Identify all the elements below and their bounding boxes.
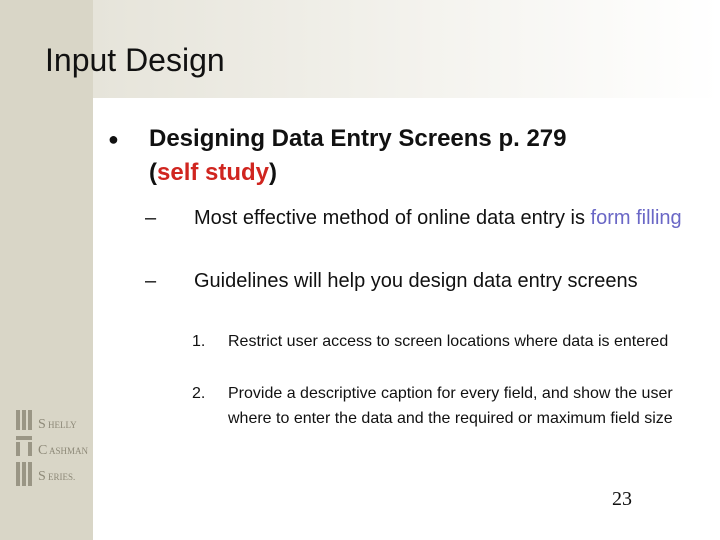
- numbered-item-2-text: Provide a descriptive caption for every field, and show the user where to enter the data and the required or maximum field size: [228, 385, 673, 427]
- svg-text:C: C: [38, 443, 48, 458]
- svg-text:HELLY: HELLY: [48, 420, 77, 430]
- svg-text:S: S: [38, 417, 46, 432]
- bullet-open-paren: (: [149, 159, 157, 186]
- svg-text:S: S: [38, 469, 46, 484]
- page-number: 23: [612, 488, 632, 510]
- bullet-marker: ●: [108, 129, 119, 149]
- numbered-item-number: 1.: [192, 333, 206, 350]
- svg-text:ASHMAN: ASHMAN: [49, 446, 89, 456]
- bullet-close-paren: ): [269, 159, 278, 186]
- main-bullet-text: [149, 122, 669, 190]
- sub-bullet-2-text: Guidelines will help you design data entry screens: [194, 270, 638, 292]
- sub-bullet-marker: –: [145, 270, 157, 292]
- slide-title: Input Design: [45, 42, 225, 78]
- svg-text:ERIES.: ERIES.: [48, 472, 76, 482]
- shelly-cashman-logo: [16, 408, 89, 490]
- numbered-item-number: 2.: [192, 385, 206, 402]
- sub-bullet-1-highlight: form filling: [590, 207, 682, 229]
- sub-bullet-1-body: Most effective method of online data entry is: [194, 207, 585, 229]
- bullet-text-prefix: Designing Data Entry Screens p. 279: [149, 125, 567, 152]
- sub-bullet-marker: –: [145, 207, 157, 229]
- sub-bullet-1-text: [194, 205, 684, 231]
- numbered-item-1-text: Restrict user access to screen locations where data is entered: [228, 333, 669, 350]
- bullet-highlight: self study: [157, 159, 270, 186]
